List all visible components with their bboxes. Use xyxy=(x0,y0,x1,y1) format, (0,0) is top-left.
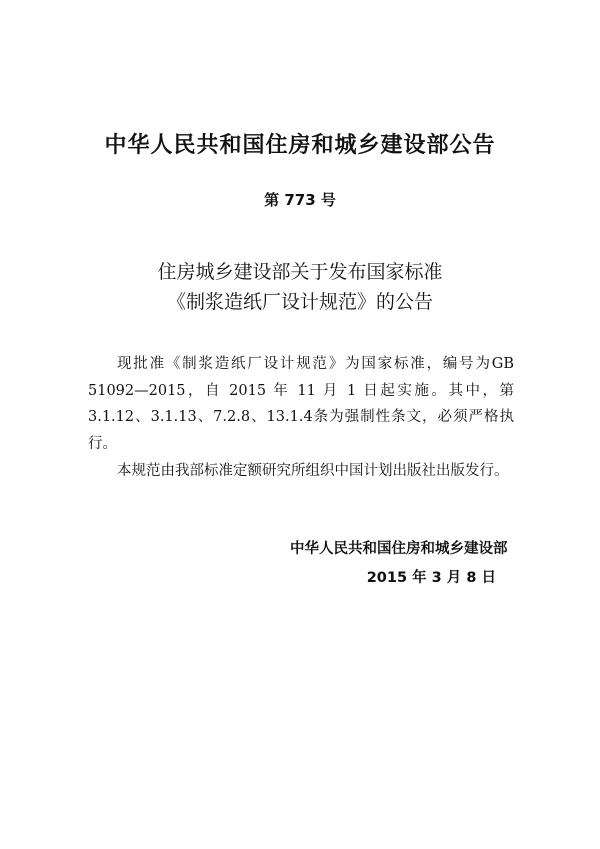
announcement-body xyxy=(88,351,514,485)
subtitle-line-1: 住房城乡建设部关于发布国家标准 xyxy=(157,261,443,283)
announcement-title: 中华人民共和国住房和城乡建设部公告 xyxy=(104,133,496,158)
body-paragraph-1: 现批准《制浆造纸厂设计规范》为国家标准，编号为GB 51092—2015，自 2015 年 11 月 1 日起实施。其中，第3.1.12、3.1.13、7.2.8、13.1.4条为强制性条文，必须严格执行。 xyxy=(88,356,514,453)
subtitle-line-2: 《制浆造纸厂设计规范》的公告 xyxy=(166,291,433,313)
issue-date: 2015 年 3 月 8 日 xyxy=(366,570,496,586)
issuer-signature: 中华人民共和国住房和城乡建设部 xyxy=(290,541,508,557)
announcement-subtitle xyxy=(0,257,600,317)
announcement-number: 第 773 号 xyxy=(264,191,336,209)
body-paragraph-2: 本规范由我部标准定额研究所组织中国计划出版社出版发行。 xyxy=(117,462,509,479)
